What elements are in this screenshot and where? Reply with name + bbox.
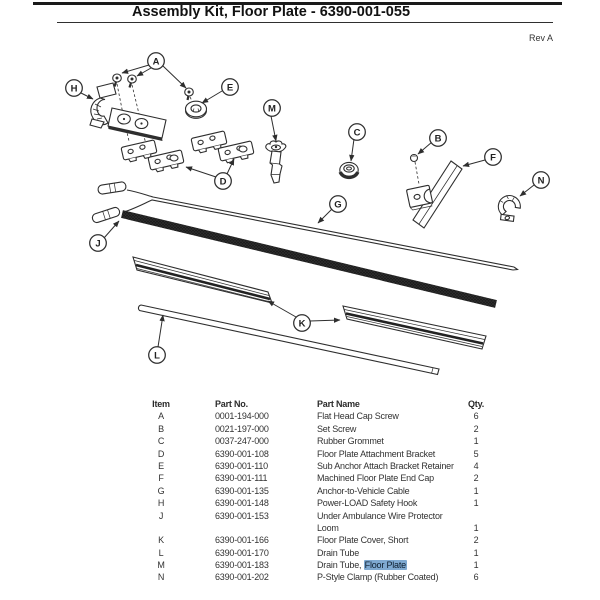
- part-k-cover-left: [133, 257, 272, 303]
- part-name-cell: Rubber Grommet: [317, 436, 384, 447]
- table-row: [140, 559, 500, 571]
- callout-c: [349, 124, 366, 141]
- part-no-cell: 0021-197-000: [215, 423, 269, 434]
- item-cell: D: [157, 448, 165, 459]
- table-row-continuation: [140, 522, 500, 534]
- item-cell: B: [158, 423, 164, 434]
- part-name-cell: [317, 559, 463, 571]
- qty-cell: 1: [473, 498, 479, 509]
- part-no-cell: 6390-001-170: [215, 547, 269, 558]
- callout-j: [90, 235, 107, 252]
- svg-text:M: M: [268, 103, 276, 115]
- part-name-cell: Anchor-to-Vehicle Cable: [317, 485, 410, 496]
- part-no-cell: 6390-001-153: [215, 510, 269, 521]
- part-no-cell: 6390-001-135: [215, 485, 269, 496]
- svg-text:D: D: [219, 176, 227, 188]
- callout-g: [330, 196, 347, 213]
- item-cell: F: [158, 473, 164, 484]
- part-name-cell: Power-LOAD Safety Hook: [317, 498, 418, 509]
- cable-terminal: [97, 181, 126, 194]
- item-cell: G: [157, 485, 165, 496]
- callout-h: [66, 80, 83, 97]
- item-cell: H: [157, 498, 165, 509]
- part-name-cell: Flat Head Cap Screw: [317, 411, 399, 422]
- callout-a: [148, 53, 165, 70]
- item-cell: N: [157, 572, 165, 583]
- part-n-p-clamp: [495, 193, 524, 225]
- table-row: [140, 410, 500, 422]
- item-cell: M: [157, 560, 165, 571]
- part-name-cell: P-Style Clamp (Rubber Coated): [317, 572, 439, 583]
- qty-cell: 6: [473, 411, 479, 422]
- svg-text:N: N: [537, 175, 545, 187]
- callout-l: [149, 347, 166, 364]
- table-row: [140, 485, 500, 497]
- part-no-cell: 6390-001-148: [215, 498, 269, 509]
- part-name-cell: Under Ambulance Wire Protector: [317, 510, 443, 521]
- part-no-cell: 6390-001-202: [215, 572, 269, 583]
- part-m-drain-tube-floor-plate: [266, 141, 286, 183]
- svg-text:L: L: [154, 350, 160, 362]
- svg-text:A: A: [152, 56, 160, 68]
- qty-cell: 1: [473, 547, 479, 558]
- table-row: [140, 497, 500, 509]
- qty-cell: 4: [473, 460, 479, 471]
- cable-terminal: [91, 206, 120, 223]
- qty-cell: 1: [473, 560, 479, 571]
- table-row: [140, 510, 500, 522]
- item-cell: E: [158, 460, 164, 471]
- qty-cell: 6: [473, 572, 479, 583]
- svg-text:H: H: [70, 83, 78, 95]
- part-name-cell: Floor Plate Cover, Short: [317, 535, 409, 546]
- svg-text:G: G: [334, 199, 342, 211]
- part-no-cell: 0037-247-000: [215, 436, 269, 447]
- part-name-cell: Loom: [317, 522, 339, 533]
- svg-text:F: F: [490, 152, 496, 164]
- part-no-cell: 0001-194-000: [215, 411, 269, 422]
- table-header: [140, 398, 500, 410]
- part-no-cell: 6390-001-166: [215, 535, 269, 546]
- leader-lines: [81, 65, 534, 347]
- svg-text:C: C: [353, 127, 361, 139]
- svg-text:B: B: [434, 133, 442, 145]
- part-name-cell: Drain Tube: [317, 547, 360, 558]
- item-cell: L: [158, 547, 164, 558]
- revision-label: Rev A: [528, 33, 553, 43]
- col-header-part-no: Part No.: [215, 399, 248, 409]
- part-d-brackets: [121, 131, 255, 173]
- part-name-prefix: Drain Tube,: [317, 560, 364, 571]
- qty-cell: 1: [473, 522, 479, 533]
- qty-cell: 5: [473, 448, 479, 459]
- qty-cell: 1: [473, 485, 479, 496]
- part-name-cell: Floor Plate Attachment Bracket: [317, 448, 436, 459]
- qty-cell: 1: [473, 436, 479, 447]
- table-row: [140, 571, 500, 583]
- callout-m: [264, 100, 281, 117]
- table-row: [140, 423, 500, 435]
- callout-e: [222, 79, 239, 96]
- part-name-cell: Machined Floor Plate End Cap: [317, 473, 434, 484]
- part-e-retainer: [186, 101, 207, 118]
- part-no-cell: 6390-001-110: [215, 460, 268, 471]
- col-header-part-name: Part Name: [317, 399, 360, 409]
- table-row: [140, 472, 500, 484]
- qty-cell: 2: [473, 535, 479, 546]
- svg-text:J: J: [95, 238, 101, 250]
- callout-d: [215, 173, 232, 190]
- search-highlight: Floor Plate: [364, 560, 406, 571]
- qty-cell: 2: [473, 473, 479, 484]
- part-name-cell: Set Screw: [317, 423, 357, 434]
- callout-k: [294, 315, 311, 332]
- svg-text:K: K: [298, 318, 306, 330]
- qty-cell: 2: [473, 423, 479, 434]
- callout-f: [485, 149, 502, 166]
- callout-n: [533, 172, 550, 189]
- parts-table: [140, 398, 500, 584]
- part-no-cell: 6390-001-183: [215, 560, 269, 571]
- callout-b: [430, 130, 447, 147]
- item-cell: A: [158, 411, 164, 422]
- part-f-end-cap: [406, 161, 462, 228]
- item-cell: J: [158, 510, 164, 521]
- part-l-drain-tube: [138, 305, 439, 375]
- page-title: Assembly Kit, Floor Plate - 6390-001-055: [131, 4, 411, 20]
- item-cell: K: [158, 535, 164, 546]
- table-row: [140, 547, 500, 559]
- part-name-cell: Sub Anchor Attach Bracket Retainer: [317, 460, 454, 471]
- part-c-grommet: [340, 162, 358, 177]
- col-header-item: Item: [152, 399, 170, 409]
- table-row: [140, 435, 500, 447]
- col-header-qty: Qty.: [467, 399, 485, 409]
- part-b-set-screw: [411, 155, 420, 185]
- item-cell: C: [157, 436, 165, 447]
- part-no-cell: 6390-001-108: [215, 448, 269, 459]
- svg-text:E: E: [226, 82, 234, 94]
- part-h-safety-hook: [90, 83, 166, 141]
- part-no-cell: 6390-001-111: [215, 473, 268, 484]
- part-k-cover-right: [343, 306, 486, 349]
- table-row: [140, 460, 500, 472]
- table-row: [140, 534, 500, 546]
- table-row: [140, 448, 500, 460]
